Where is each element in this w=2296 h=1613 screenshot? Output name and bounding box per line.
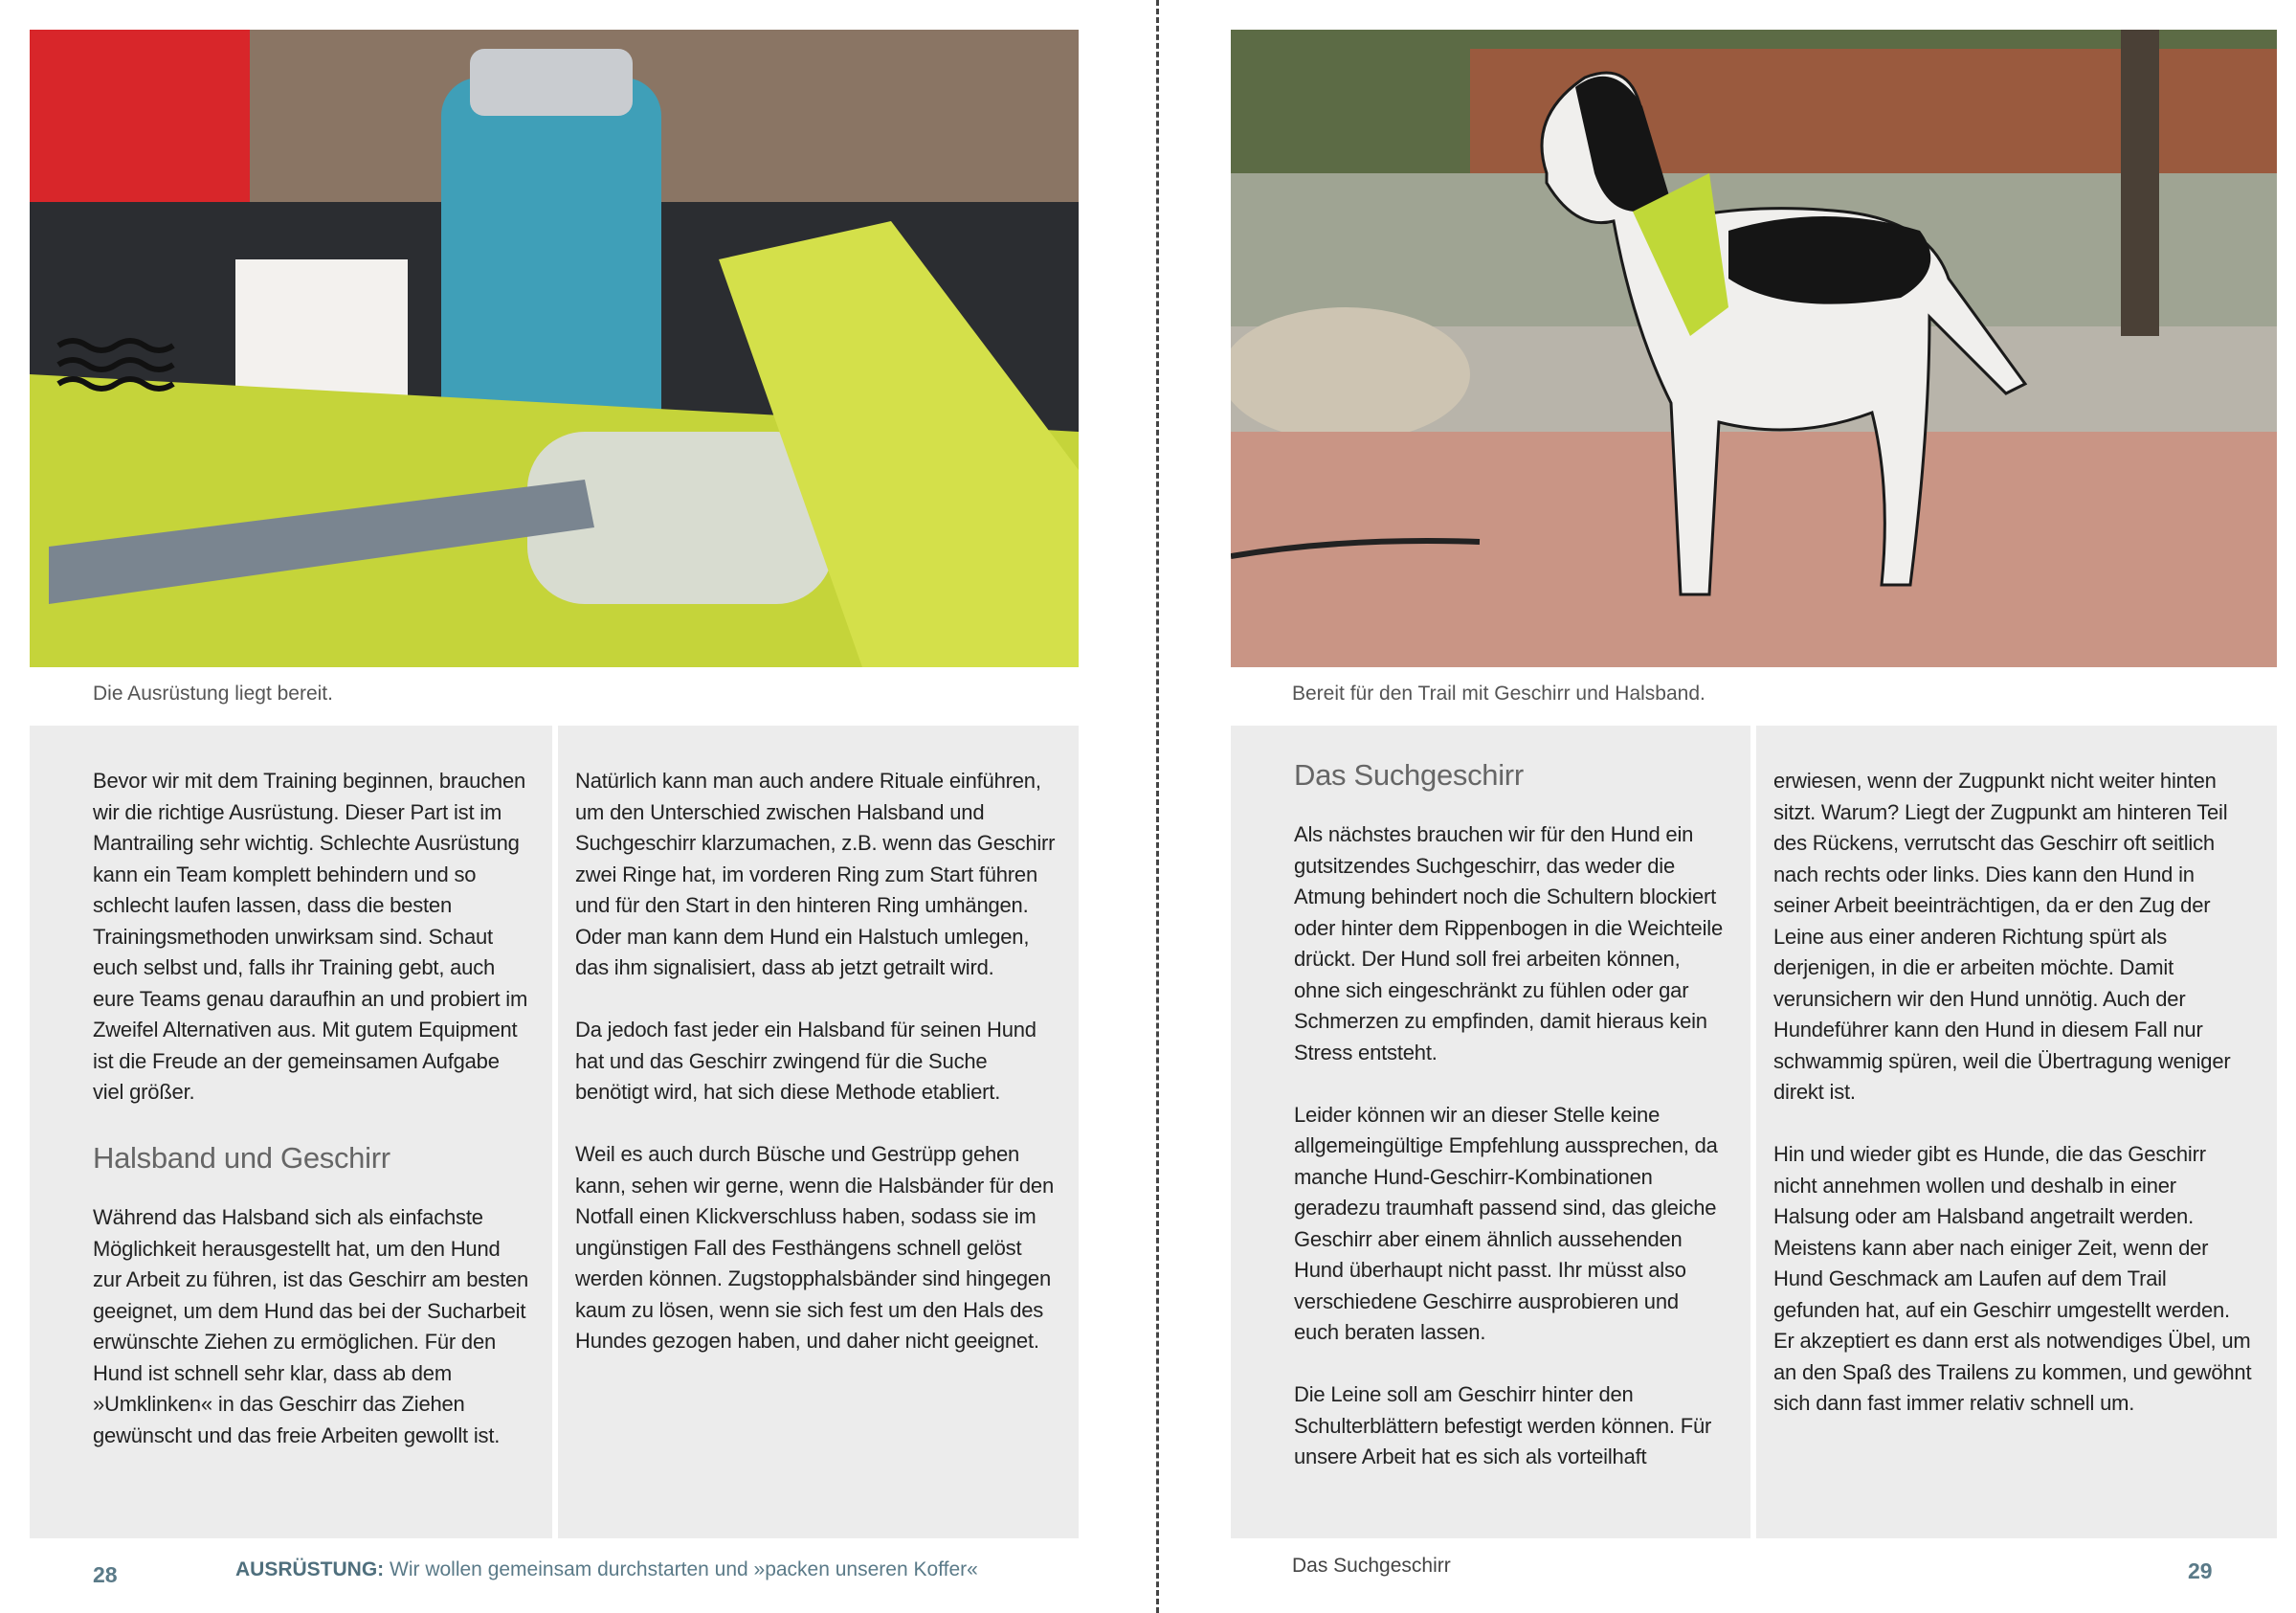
photo-caption: Bereit für den Trail mit Geschirr und Halsband. bbox=[1292, 683, 1705, 705]
equipment-photo bbox=[30, 30, 1079, 667]
paragraph: Als nächstes brauchen wir für den Hund ein gutsitzendes Suchgeschirr, das weder die Atmung behindert noch die Schultern blockiert oder hinter dem Rippenbogen in die Weichteile drückt. Der Hund soll frei arbeiten können, ohne sich eingeschränkt zu fühlen oder gar Schmerzen zu empfinden, damit hieraus kein Stress entsteht. bbox=[1294, 822, 1723, 1064]
page-number: 29 bbox=[2188, 1558, 2213, 1583]
running-footer: Das Suchgeschirr bbox=[1292, 1555, 1451, 1577]
page-fold-divider bbox=[1156, 0, 1159, 1613]
paragraph: erwiesen, wenn der Zugpunkt nicht weiter hinten sitzt. Warum? Liegt der Zugpunkt am hinteren Teil des Rückens, verrutscht das Geschirr oft seitlich nach rechts oder links. Dies kann den Hund in seiner Arbeit beeinträchtigen, da er den Zug der Leine aus einer anderen Richtung spürt als derjenigen, in die er arbeiten möchte. Damit verunsichern wir den Hund unnötig. Auch der Hundeführer kann den Hund in diesem Fall nur schwammig spüren, weil die Übertragung weniger direkt ist. bbox=[1773, 769, 2231, 1104]
paragraph: Weil es auch durch Büsche und Gestrüpp gehen kann, sehen wir gerne, wenn die Halsbänder für den Notfall einen Klickverschluss haben, sodass sie im ungünstigen Fall des Festhängens schnell gelöst werden können. Zugstopphalsbänder sind hingegen kaum zu lösen, wenn sie sich fest um den Hals des Hundes gezogen haben, und daher nicht geeignet. bbox=[575, 1142, 1054, 1353]
running-footer bbox=[235, 1558, 978, 1581]
paragraph: Natürlich kann man auch andere Rituale einführen, um den Unterschied zwischen Halsband und Suchgeschirr klarzumachen, z.B. wenn das Geschirr zwei Ringe hat, im vorderen Ring zum Start führen und für den Start in den hinteren Ring umhängen. Oder man kann dem Hund ein Halstuch umlegen, das ihm signalisiert, dass ab jetzt getrailt wird. bbox=[575, 769, 1056, 979]
page-number: 28 bbox=[93, 1562, 118, 1587]
paragraph: Bevor wir mit dem Training beginnen, brauchen wir die richtige Ausrüstung. Dieser Part ist im Mantrailing sehr wichtig. Schlechte Ausrüstung kann ein Team komplett behindern und so schlecht laufen lassen, dass die besten Trainingsmethoden unwirksam sind. Schaut euch selbst und, falls ihr Training gebt, auch eure Teams genau daraufhin an und probiert im Zweifel Alternativen aus. Mit gutem Equipment ist die Freude an der gemeinsamen Aufgabe viel größer. bbox=[93, 769, 528, 1104]
dog-photo bbox=[1231, 30, 2277, 667]
section-heading: Halsband und Geschirr bbox=[93, 1141, 390, 1175]
text-column bbox=[1231, 726, 1750, 1538]
paragraph: Die Leine soll am Geschirr hinter den Schulterblättern befestigt werden können. Für unsere Arbeit hat es sich als vorteilhaft bbox=[1294, 1382, 1712, 1468]
section-heading: Das Suchgeschirr bbox=[1294, 758, 1524, 792]
paragraph: Leider können wir an dieser Stelle keine allgemeingültige Empfehlung aussprechen, da manche Hund-Geschirr-Kombinationen geradezu traumhaft passend sind, das gleiche Geschirr aber einem ähnlich aussehenden Hund überhaupt nicht passt. Ihr müsst also verschiedene Geschirre ausprobieren und euch beraten lassen. bbox=[1294, 1102, 1718, 1344]
paragraph: Während das Halsband sich als einfachste Möglichkeit herausgestellt hat, um den Hund zur Arbeit zu führen, ist das Geschirr am besten geeignet, um dem Hund das bei der Sucharbeit erwünschte Ziehen zu ermöglichen. Für den Hund ist schnell sehr klar, dass ab dem »Umklinken« in das Geschirr das Ziehen gewünscht und das freie Arbeiten gewollt ist. bbox=[93, 1205, 529, 1447]
running-label: AUSRÜSTUNG: bbox=[235, 1558, 385, 1580]
paragraph: Hin und wieder gibt es Hunde, die das Geschirr nicht annehmen wollen und deshalb in einer Halsung oder am Halsband angetrailt werden. Meistens kann aber nach einiger Zeit, wenn der Hund Geschmack am Laufen auf dem Trail gefunden hat, auf ein Geschirr umgestellt werden. Er akzeptiert es dann erst als notwendiges Übel, um an den Spaß des Trailens zu kommen, und gewöhnt sich dann fast immer relativ schnell um. bbox=[1773, 1142, 2252, 1415]
paragraph: Da jedoch fast jeder ein Halsband für seinen Hund hat und das Geschirr zwingend für die Suche benötigt wird, hat sich diese Methode etabliert. bbox=[575, 1018, 1037, 1104]
text-column bbox=[30, 726, 552, 1538]
text-column bbox=[558, 726, 1079, 1538]
running-title: Wir wollen gemeinsam durchstarten und »packen unseren Koffer« bbox=[390, 1558, 978, 1580]
text-column bbox=[1756, 726, 2277, 1538]
photo-caption: Die Ausrüstung liegt bereit. bbox=[93, 683, 333, 705]
